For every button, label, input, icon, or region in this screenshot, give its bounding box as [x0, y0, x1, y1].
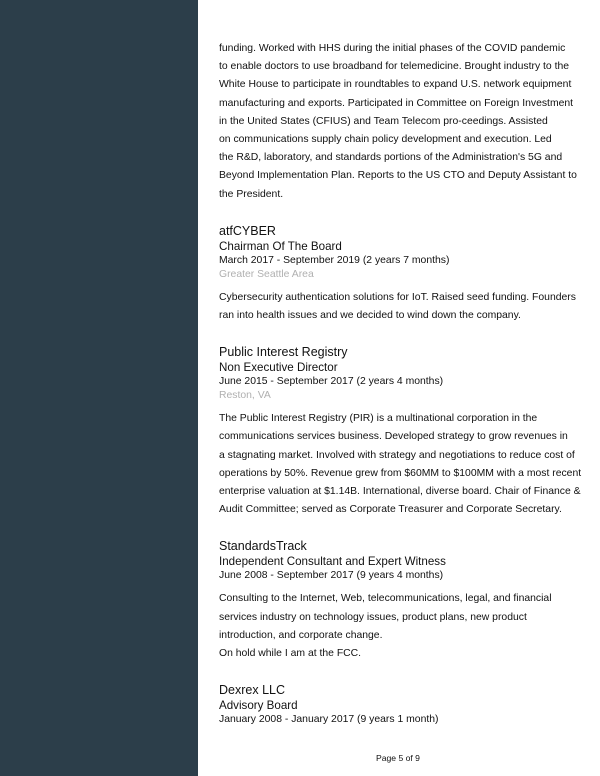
text-line: funding. Worked with HHS during the initial phases of the COVID pandemic	[219, 43, 566, 54]
text-line: Beyond Implementation Plan. Reports to the US CTO and Deputy Assistant to	[219, 170, 577, 182]
company-name: StandardsTrack	[219, 539, 307, 554]
job-location: Greater Seattle Area	[219, 268, 314, 280]
job-description	[219, 590, 583, 663]
text-line: The Public Interest Registry (PIR) is a multinational corporation in the	[219, 413, 538, 425]
text-line: a stagnating market. Involved with strategy and negotiations to reduce cost of	[219, 449, 575, 461]
job-entry-standardstrack	[219, 538, 583, 663]
text-line: the President.	[219, 188, 284, 200]
text-line: the R&D, laboratory, and standards portions of the Administration's 5G and	[219, 152, 563, 164]
job-dates: June 2008 - September 2017 (9 years 4 months)	[219, 570, 444, 582]
text-line: introduction, and corporate change.	[219, 629, 383, 641]
job-dates: January 2008 - January 2017 (9 years 1 month)	[219, 714, 439, 726]
text-line: on communications supply chain policy development and execution. Led	[219, 134, 552, 146]
job-title: Chairman Of The Board	[219, 239, 342, 253]
text-line: On hold while I am at the FCC.	[219, 648, 362, 660]
job-title: Independent Consultant and Expert Witness	[219, 555, 446, 569]
text-line: Consulting to the Internet, Web, telecommunications, legal, and financial	[219, 593, 552, 605]
text-line: enterprise valuation at $1.14B. International, diverse board. Chair of Finance &	[219, 486, 581, 498]
job-dates: June 2015 - September 2017 (2 years 4 months)	[219, 376, 444, 388]
text-line: ran into health issues and we decided to wind down the company.	[219, 310, 521, 322]
job-description	[219, 289, 583, 325]
job-entry-public-interest-registry	[219, 344, 583, 519]
text-line: operations by 50%. Revenue grew from $60MM to $100MM with a most recent	[219, 467, 582, 479]
text-line: White House to participate in roundtables to expand U.S. network equipment	[219, 79, 572, 91]
job-entry-dexrex	[219, 682, 583, 727]
job-title: Advisory Board	[219, 699, 298, 713]
page-number: Page 5 of 9	[376, 753, 420, 763]
sidebar-panel	[0, 0, 198, 776]
job-title: Non Executive Director	[219, 361, 338, 375]
company-name: Dexrex LLC	[219, 683, 285, 698]
text-line: in the United States (CFIUS) and Team Telecom pro-ceedings. Assisted	[219, 115, 548, 127]
text-line: Audit Committee; served as Corporate Treasurer and Corporate Secretary.	[219, 504, 562, 516]
text-line: communications services business. Developed strategy to grow revenues in	[219, 431, 568, 443]
main-content	[219, 40, 583, 727]
text-line: to enable doctors to use broadband for telemedicine. Brought industry to the	[219, 61, 570, 73]
job-location: Reston, VA	[219, 390, 271, 402]
company-name: Public Interest Registry	[219, 345, 348, 360]
text-line: services industry on technology issues, product plans, new product	[219, 611, 527, 623]
job-dates: March 2017 - September 2019 (2 years 7 months)	[219, 254, 450, 266]
company-name: atfCYBER	[219, 223, 276, 238]
text-line: Cybersecurity authentication solutions for IoT. Raised seed funding. Founders	[219, 291, 576, 303]
job-description	[219, 410, 583, 519]
intro-paragraph	[219, 40, 583, 204]
text-line: manufacturing and exports. Participated in Committee on Foreign Investment	[219, 97, 574, 109]
job-entry-atfcyber	[219, 223, 583, 325]
